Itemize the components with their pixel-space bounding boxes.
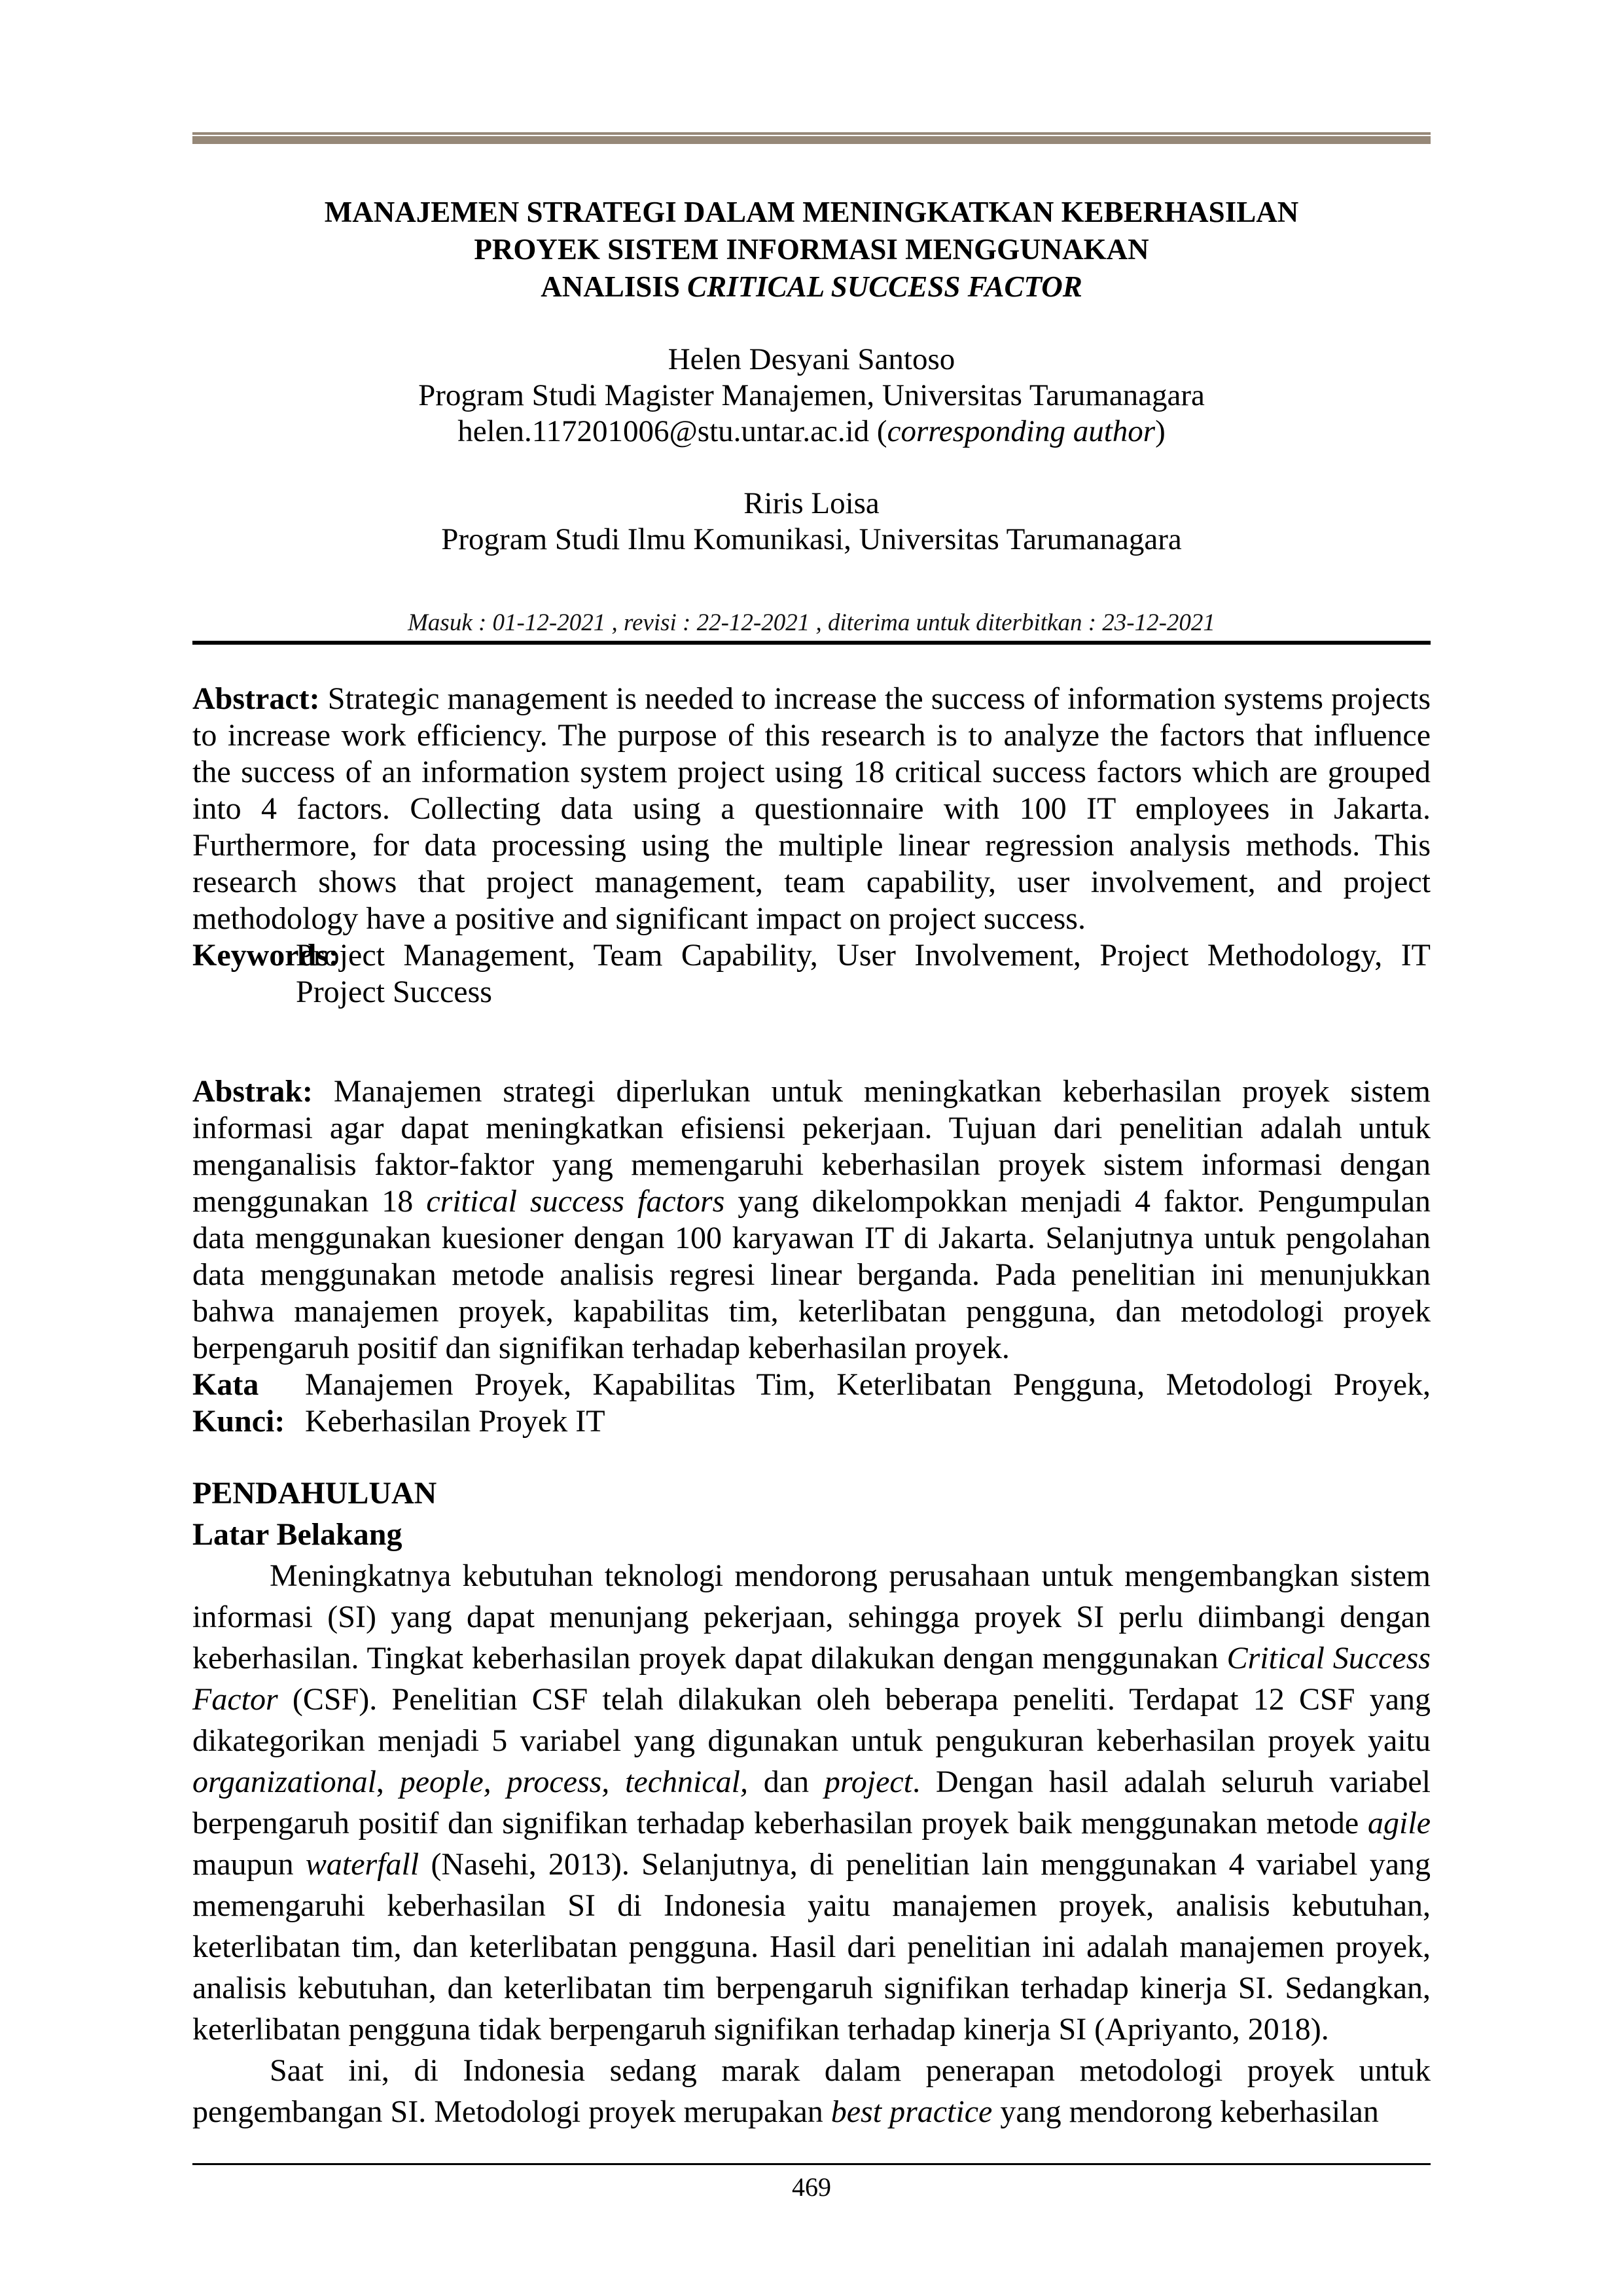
- p2-text-2: yang mendorong keberhasilan: [992, 2094, 1379, 2129]
- author-email-line: [192, 414, 1431, 450]
- p1-italic-4: project: [824, 1765, 913, 1799]
- p1-text-3: ,: [376, 1765, 400, 1799]
- abstrak-text-italic: critical success factors: [426, 1184, 725, 1219]
- author-block: [192, 342, 1431, 558]
- p2-text-1: Saat ini, di Indonesia sedang marak dalam penerapan metodologi proyek untuk pengembangan SI. Metodologi proyek merupakan: [192, 2053, 1431, 2129]
- p1-text-7: (Nasehi, 2013). Selanjutnya, di penelitian lain menggunakan 4 variabel yang memengaruhi keberhasilan SI di Indonesia yaitu manajemen proyek, analisis kebutuhan, keterlibatan tim, dan keterlibatan pengguna. Hasil dari penelitian ini adalah manajemen proyek, analisis kebutuhan, dan keterlibatan tim berpengaruh signifikan terhadap kinerja SI. Sedangkan, keterlibatan pengguna tidak berpengaruh signifikan terhadap kinerja SI (Apriyanto, 2018).: [192, 1847, 1431, 2047]
- footer-divider: [192, 2163, 1431, 2165]
- author-name-1: Helen Desyani Santoso: [668, 342, 955, 376]
- header-rule-thick: [192, 136, 1431, 144]
- author-name-2: Riris Loisa: [743, 486, 880, 520]
- author-spacer: [192, 450, 1431, 486]
- title-line-2: PROYEK SISTEM INFORMASI MENGGUNAKAN: [474, 233, 1149, 266]
- paper-title: [192, 194, 1431, 306]
- section-heading-pendahuluan: PENDAHULUAN: [192, 1476, 437, 1511]
- author-email[interactable]: helen.117201006@stu.untar.ac.id: [457, 414, 870, 448]
- abstract-indonesian: [192, 1073, 1431, 1367]
- kata-kunci-label: Kata Kunci:: [192, 1367, 285, 1439]
- author-affiliation-2: Program Studi Ilmu Komunikasi, Universitas Tarumanagara: [441, 522, 1182, 556]
- introduction-section: [192, 1473, 1431, 2132]
- p1-italic-1: Critical Success Factor: [192, 1641, 1431, 1717]
- p1-text-6: maupun: [192, 1847, 306, 1882]
- abstrak-text-1: Manajemen strategi diperlukan untuk meningkatkan keberhasilan proyek sistem informasi agar dapat meningkatkan efisiensi pekerjaan. Tujuan dari penelitian adalah untuk menganalisis faktor-faktor yang memengaruhi keberhasilan proyek sistem informasi dengan menggunakan 18: [192, 1074, 1431, 1219]
- abstract-text: Strategic management is needed to increase the success of information systems projects to increase work efficiency. The purpose of this research is to analyze the factors that influence the success of an information system project using 18 critical success factors which are grouped into 4 factors. Collecting data using a questionnaire with 100 IT employees in Jakarta. Furthermore, for data processing using the multiple linear regression analysis methods. This research shows that project management, team capability, user involvement, and project methodology have a positive and significant impact on project success.: [192, 681, 1431, 936]
- title-line-3-italic: CRITICAL SUCCESS FACTOR: [687, 270, 1082, 303]
- dates-divider: [192, 641, 1431, 645]
- title-line-3: [192, 268, 1431, 306]
- keywords-indonesian: [192, 1367, 1431, 1440]
- abstrak-label: Abstrak:: [192, 1074, 313, 1109]
- header-rule-thin: [192, 132, 1431, 135]
- email-note-open: (: [869, 414, 887, 448]
- keywords-label: Keywords:: [192, 938, 339, 973]
- p1-text-2: (CSF). Penelitian CSF telah dilakukan oleh beberapa peneliti. Terdapat 12 CSF yang dikategorikan menjadi 5 variabel yang digunakan untuk pengukuran keberhasilan proyek yaitu: [192, 1682, 1431, 1758]
- p1-italic-6: waterfall: [305, 1847, 419, 1882]
- p2-italic-1: best practice: [830, 2094, 993, 2129]
- abstract-english: [192, 681, 1431, 937]
- keywords-text: Project Management, Team Capability, User Involvement, Project Methodology, IT Project Success: [296, 938, 1431, 1009]
- keywords-english: [192, 937, 1431, 1011]
- title-line-3-plain: ANALISIS: [541, 270, 688, 303]
- abstrak-text-2: yang dikelompokkan menjadi 4 faktor. Pengumpulan data menggunakan kuesioner dengan 100 karyawan IT di Jakarta. Selanjutnya untuk pengolahan data menggunakan metode analisis regresi linear berganda. Pada penelitian ini menunjukkan bahwa manajemen proyek, kapabilitas tim, keterlibatan pengguna, dan metodologi proyek berpengaruh positif dan signifikan terhadap keberhasilan proyek.: [192, 1184, 1431, 1365]
- p1-text-5: . Dengan hasil adalah seluruh variabel berpengaruh positif dan signifikan terhadap keberhasilan proyek baik menggunakan metode: [192, 1765, 1431, 1840]
- paper-page: [192, 0, 1431, 2296]
- abstract-label: Abstract:: [192, 681, 320, 716]
- intro-paragraph-2: [192, 2050, 1431, 2132]
- p1-italic-2: organizational: [192, 1765, 376, 1799]
- kata-kunci-text: Manajemen Proyek, Kapabilitas Tim, Keterlibatan Pengguna, Metodologi Proyek, Keberhasilan Proyek IT: [305, 1367, 1431, 1439]
- email-note-close: ): [1155, 414, 1166, 448]
- author-affiliation-1: Program Studi Magister Manajemen, Universitas Tarumanagara: [418, 378, 1205, 412]
- subsection-heading-latar-belakang: Latar Belakang: [192, 1517, 402, 1552]
- p1-text-4: dan: [748, 1765, 825, 1799]
- title-line-1: MANAJEMEN STRATEGI DALAM MENINGKATKAN KEBERHASILAN: [324, 196, 1299, 228]
- intro-paragraph-1: [192, 1555, 1431, 2050]
- submission-dates: Masuk : 01-12-2021 , revisi : 22-12-2021 , diterima untuk diterbitkan : 23-12-2021: [408, 609, 1215, 636]
- p1-italic-5: agile: [1368, 1806, 1431, 1840]
- p1-italic-3: people, process, technical,: [399, 1765, 748, 1799]
- page-number: 469: [792, 2172, 831, 2202]
- corresponding-author-note: corresponding author: [887, 414, 1156, 448]
- p1-text-1: Meningkatnya kebutuhan teknologi mendorong perusahaan untuk mengembangkan sistem informasi (SI) yang dapat menunjang pekerjaan, sehingga proyek SI perlu diimbangi dengan keberhasilan. Tingkat keberhasilan proyek dapat dilakukan dengan menggunakan: [192, 1558, 1431, 1676]
